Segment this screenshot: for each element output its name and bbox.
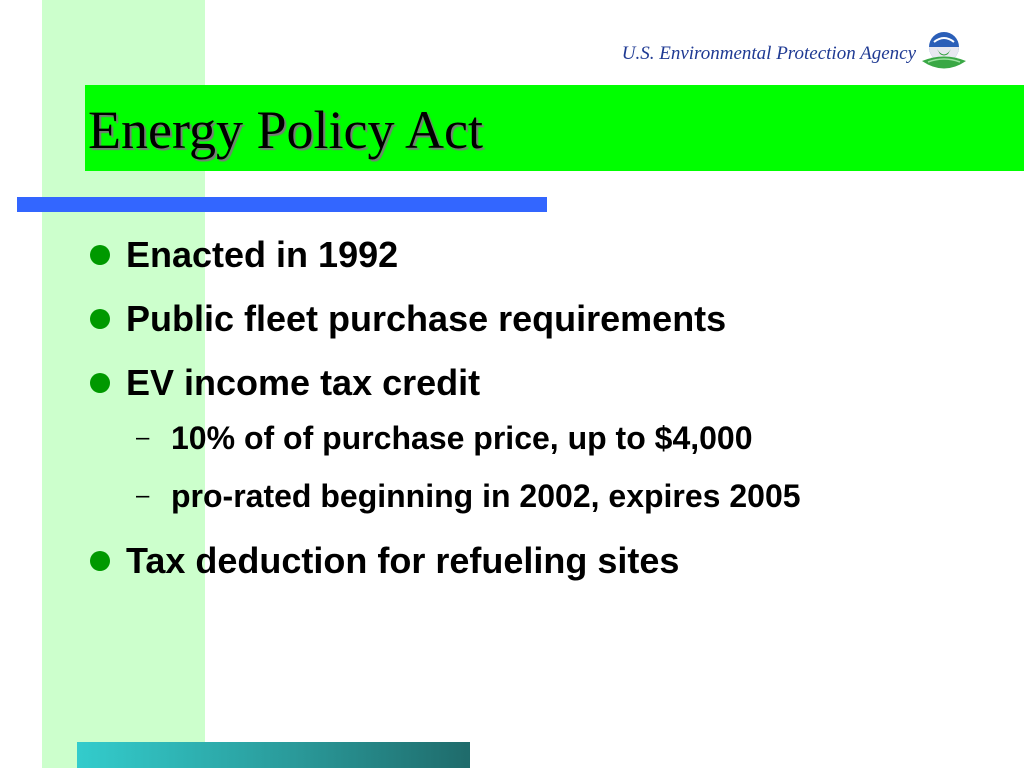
bullet-dot-icon (90, 309, 110, 329)
title-rule (17, 197, 547, 212)
sub-bullet-item (126, 474, 988, 518)
bullet-dot-icon (90, 245, 110, 265)
bullet-text: Enacted in 1992 (126, 234, 399, 275)
bullet-item (88, 538, 988, 584)
bullet-item (88, 232, 988, 278)
bullet-item (88, 360, 988, 518)
dash-icon: – (136, 424, 150, 451)
bullet-item (88, 296, 988, 342)
sub-bullet-text: pro-rated beginning in 2002, expires 2005 (171, 478, 801, 514)
agency-name: U.S. Environmental Protection Agency (621, 43, 916, 64)
epa-logo-icon (920, 30, 968, 74)
bullet-text: Public fleet purchase requirements (126, 298, 727, 339)
sub-bullet-text: 10% of of purchase price, up to $4,000 (171, 420, 753, 456)
bullet-text: EV income tax credit (126, 362, 481, 403)
slide-title: Energy Policy Act (88, 100, 483, 160)
bottom-accent-bar (77, 742, 470, 768)
sub-bullet-item (126, 416, 988, 460)
bullet-list (88, 232, 988, 602)
bullet-dot-icon (90, 551, 110, 571)
dash-icon: – (136, 482, 150, 509)
sub-bullet-list (126, 416, 988, 518)
bullet-text: Tax deduction for refueling sites (126, 540, 680, 581)
bullet-dot-icon (90, 373, 110, 393)
